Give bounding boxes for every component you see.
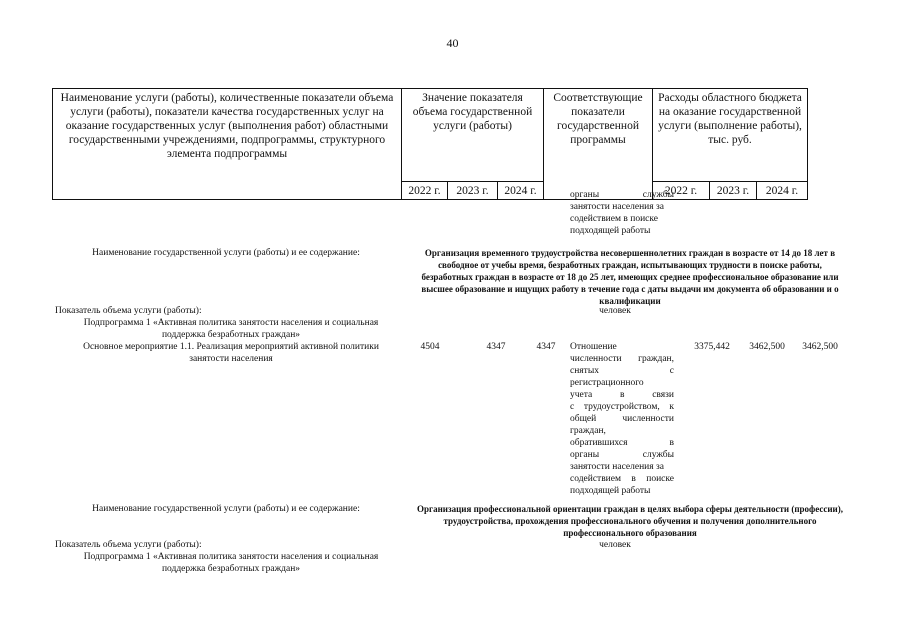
header-col-expenses: Расходы областного бюджета на оказание государственной услуги (выполнение работы), тыс. руб. <box>653 89 808 182</box>
value-2023: 4347 <box>486 342 506 352</box>
service-label-1: Наименование государственной услуги (работы) и ее содержание: <box>92 248 360 258</box>
subprogram-1: Подпрограмма 1 «Активная политика занятости населения и социальная поддержка безработных граждан» <box>83 318 379 340</box>
header-col-values: Значение показателя объема государственной услуги (работы) <box>402 89 544 182</box>
indicator-text-1: Отношение численности граждан, снятых с регистрационного учета в связи с трудоустройством, к общей численности граждан, обратившихся в органы службы занятости населения за содействием в поиске подходящей работы <box>570 342 674 496</box>
expense-2022: 3375,442 <box>694 342 730 352</box>
service-content-2: Организация профессиональной ориентации граждан в целях выбора сферы деятельности (профессии), трудоустройства, прохождения профессионального обучения и получения дополнительного профессионального образования <box>417 504 843 538</box>
expense-2023: 3462,500 <box>749 342 785 352</box>
year-2023-values: 2023 г. <box>448 182 498 200</box>
header-table <box>52 88 808 200</box>
carryover-indicator: органы службы занятости населения за содействием в поиске подходящей работы <box>570 190 674 236</box>
year-2022-expenses: 2022 г. <box>653 182 710 200</box>
header-col-name: Наименование услуги (работы), количественные показатели объема услуги (работы), показатели качества государственных услуг на оказание государственных услуг (выполнения работ) областными государственными учреждениями, подпрограммы, структурного элемента подпрограммы <box>53 89 402 200</box>
page-number: 40 <box>446 36 459 50</box>
service-label-2: Наименование государственной услуги (работы) и ее содержание: <box>92 504 360 514</box>
year-2023-expenses: 2023 г. <box>710 182 757 200</box>
value-2024: 4347 <box>536 342 556 352</box>
year-2022-values: 2022 г. <box>402 182 448 200</box>
measure-1: Основное мероприятие 1.1. Реализация мероприятий активной политики занятости населения <box>83 342 379 364</box>
unit-1: человек <box>599 306 631 316</box>
value-2022: 4504 <box>420 342 440 352</box>
year-2024-values: 2024 г. <box>498 182 544 200</box>
expense-2024: 3462,500 <box>802 342 838 352</box>
subprogram-2: Подпрограмма 1 «Активная политика занятости населения и социальная поддержка безработных граждан» <box>83 552 379 574</box>
indicator-label-2: Показатель объема услуги (работы): <box>55 540 202 550</box>
service-content-1: Организация временного трудоустройства несовершеннолетних граждан в возрасте от 14 до 18 лет в свободное от учебы время, безработных граждан, испытывающих трудности в поиске работы, безработных граждан в возрасте от 18 до 25 лет, имеющих среднее профессиональное образование или высшее образование и ищущих работу в течение года с даты выдачи им документа об образовании и о квалификации <box>421 248 839 306</box>
header-col-indicators: Соответствующие показатели государственной программы <box>544 89 653 200</box>
unit-2: человек <box>599 540 631 550</box>
indicator-label-1: Показатель объема услуги (работы): <box>55 306 202 316</box>
year-2024-expenses: 2024 г. <box>757 182 808 200</box>
